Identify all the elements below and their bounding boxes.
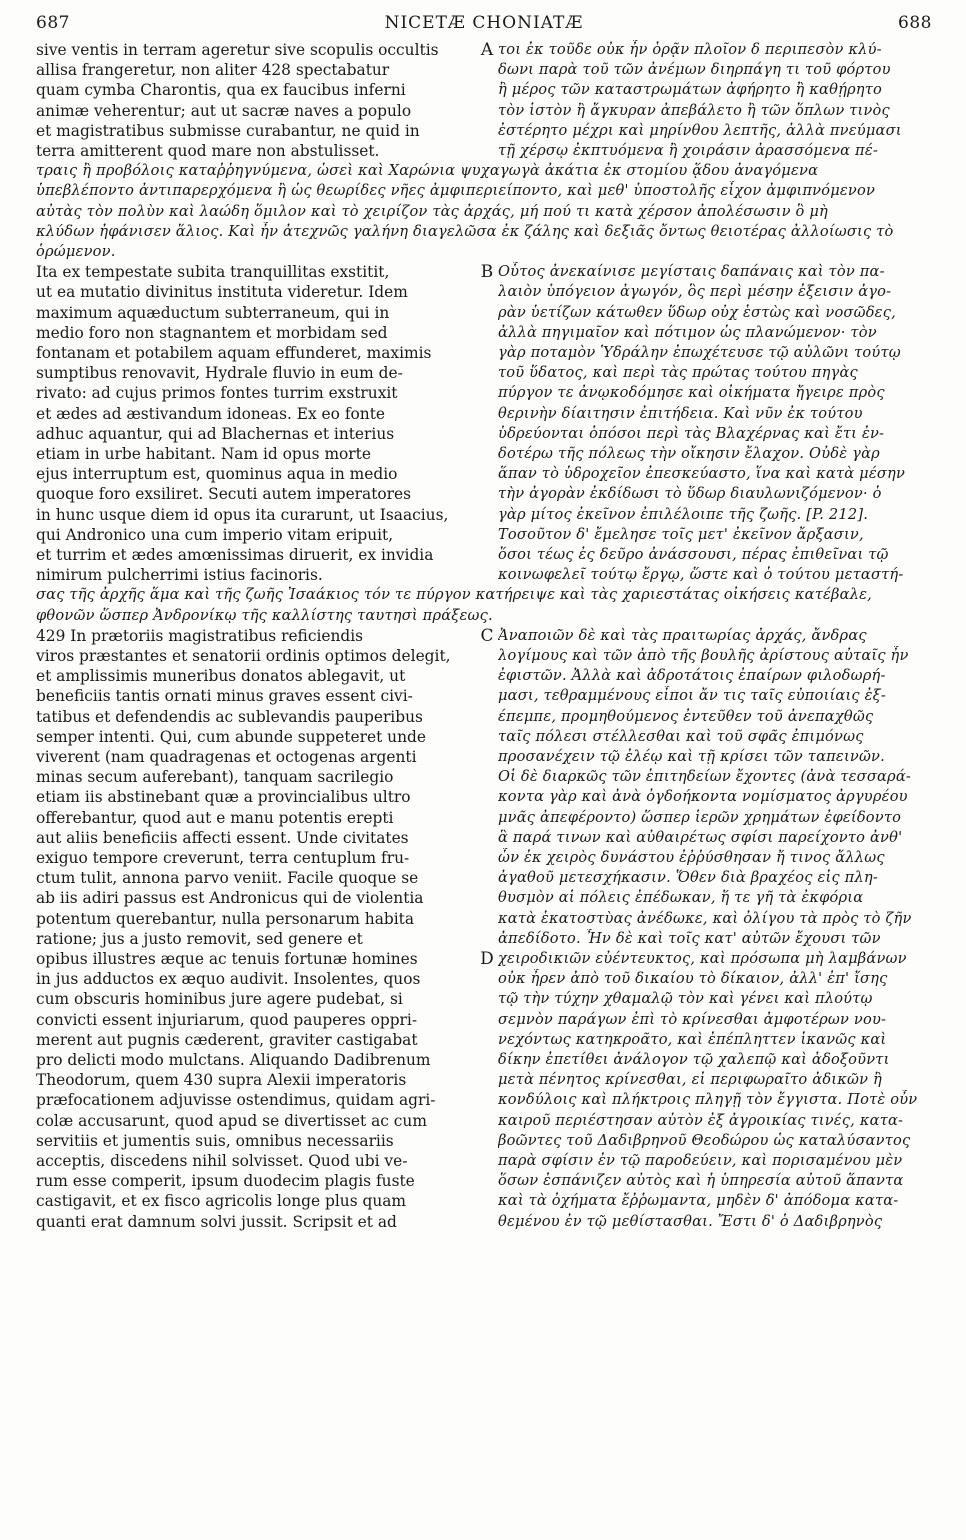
section-marker: B (480, 262, 494, 283)
greek-line: ἃ παρά τινων καὶ αὐθαιρέτως σφίσι παρείχοντο ἀνθ' (498, 828, 903, 846)
greek-line: θυσμὸν αἱ πόλεις ἐπέδωκαν, ἥ τε γῆ τὰ ἐκφόρια (498, 889, 864, 907)
latin-line: beneficiis tantis ornati minus graves essent civi- (36, 687, 413, 706)
greek-line: έπεμπε, προμηθούμενος ἐντεῦθεν τοῦ ἀνεπαχθῶς (498, 707, 874, 725)
greek-line: ἢ μέρος τῶν καταστρωμάτων ἀφήρητο ἢ καθῄρητο (498, 81, 883, 99)
section-marker: D (480, 949, 494, 969)
latin-line: maximum aquæductum subterraneum, qui in (36, 303, 390, 322)
latin-line: potentum querebantur, nulla personarum habita (36, 909, 415, 928)
greek-line: ὅσων ἐσπάνιζεν αὐτὸς καὶ ἡ ὑπηρεσία αὐτοῦ ἅπαντα (498, 1172, 904, 1190)
section-marker: C (480, 625, 494, 646)
latin-line: rivato: ad cujus primos fontes turrim exstruxit (36, 384, 398, 403)
latin-line: offerebantur, quod aut e manu potentis erepti (36, 808, 394, 827)
running-title: NICETÆ CHONIATÆ (384, 13, 584, 33)
latin-line: fontanam et potabilem aquam effunderet, maximis (36, 344, 432, 362)
greek-line: κοινωφελεῖ τούτῳ ἔργῳ, ὥστε καὶ ὁ τούτου μεταστή- (498, 566, 904, 584)
greek-line: ὅσοι τέως ἐς δεῦρο ἀνάσσουσι, πέρας ἐπιθεῖναι τῷ (498, 546, 889, 563)
latin-line: opibus illustres æque ac tenuis fortunæ homines (36, 950, 418, 968)
greek-line: ἀπεδίδοτο. Ἦν δὲ καὶ τοῖς κατ' αὐτῶν ἔχουσι τῶν (498, 929, 881, 947)
greek-line: παρὰ σφίσιν ἐν τῷ παροδεύειν, καὶ πορισαμένου μὲν (498, 1152, 903, 1169)
latin-line: quam cymba Charontis, qua ex faucibus inferni (36, 81, 406, 100)
latin-line: convicti essent injuriarum, quod pauperes oppri- (36, 1010, 418, 1029)
greek-full-line: τραις ἢ προβόλοις καταῤῥηγνύμενα, ὡσεὶ καὶ Χαρώνια ψυχαγωγὰ ἀκάτια ἐκ στομίου ᾅδου ἀναγόμενα (36, 162, 819, 180)
latin-line: in jus adductos ex æquo audivit. Insolentes, quos (36, 970, 421, 989)
latin-line: ut ea mutatio divinitus instituta videretur. Idem (36, 283, 408, 302)
greek-line: Ἀναποιῶν δὲ καὶ τὰς πραιτωρίας ἀρχάς, ἄνδρας (498, 626, 867, 644)
latin-line: Theodorum, quem 430 supra Alexii imperatoris (36, 1071, 407, 1090)
greek-line: τοι ἐκ τοῦδε οὐκ ἦν ὁρᾷν πλοῖον δ περιπεσὸν κλύ- (498, 41, 882, 58)
greek-full-line: σας τῆς ἀρχῆς ἅμα καὶ τῆς ζωῆς Ἰσαάκιος τόν τε πύργον κατήρειψε καὶ τὰς χαριεστάτας οἰκήσεις κατέβαλε, (36, 586, 873, 604)
latin-line: ratione; jus a justo removit, sed genere et (36, 929, 363, 948)
greek-line: πύργον τε ἀνῳκοδόμησε καὶ οἰκήματα ἤγειρε πρὸς (498, 384, 885, 402)
greek-line: τὸν ἱστὸν ἢ ἄγκυραν ἀπεβάλετο ἢ τῶν ὅπλων τινὸς (498, 101, 890, 119)
latin-line: et magistratibus submisse curabantur, ne quid in (36, 121, 420, 140)
greek-line: θεμένου ἐν τῷ μεθίστασθαι. Ἔστι δ' ὁ Δαδιβρηνὸς (498, 1212, 883, 1230)
latin-line: in hunc usque diem id opus ita curarunt, ut Isaacius, (36, 505, 449, 524)
greek-full-line: φθονῶν ὥσπερ Ἀνδρονίκῳ τῆς καλλίστης ταυτησὶ πράξεως. (36, 606, 493, 624)
greek-line: ταῖς πόλεσι στέλλεσθαι καὶ τοῦ σφᾶς ἐπιμόνως (498, 727, 864, 745)
greek-line: νεχόντως κατηκροᾶτο, καὶ ἐπέπληττεν ἱκανῶς καὶ (498, 1030, 887, 1048)
greek-full-line: ὁρώμενον. (36, 243, 116, 260)
latin-line: ctum tulit, annona parvo veniit. Facile quoque se (36, 869, 419, 888)
greek-full-line: αὐτὰς τὸν πολὺν καὶ λαώδη ὅμιλον καὶ τὸ χειρίζον τὰς ἀρχάς, μή πού τι κατὰ χέρσον ἀπολέσωσιν ὃ μὴ (36, 202, 828, 220)
greek-line: ἀλλὰ πηγιμαῖον καὶ πότιμον ὡς πλανώμενον· τὸν (498, 323, 877, 341)
latin-line: nimirum pulcherrimi istius facinoris. (36, 566, 323, 585)
greek-line: ὑδρεύονται ὁπόσοι περὶ τὰς Βλαχέρνας καὶ ἔτι ἐν- (498, 424, 885, 442)
greek-line: δοτέρω τῆς πόλεως τὴν οἴκησιν ἔλαχον. Οὐδὲ γὰρ (498, 445, 880, 462)
greek-line: μασι, τεθραμμένους εἶποι ἄν τις ταῖς εὐποιίαις ἐξ- (498, 687, 887, 705)
greek-line: λογίμους καὶ τῶν ἀπὸ τῆς βουλῆς ἀρίστους αὐταῖς ἦν (498, 647, 909, 664)
greek-line: ρὰν ὑετίζων κάτωθεν ὕδωρ οὐχ ἑστὼς καὶ νοσῶδες, (498, 303, 896, 321)
greek-line: μνᾶς ἀπεφέροντο) ὥσπερ ἱερῶν χρημάτων ἐφείδοντο (498, 808, 902, 826)
greek-line: ἀγαθοῦ μετεσχήκασιν. Ὅθεν διὰ βραχέος εἰς πλη- (498, 869, 878, 887)
latin-line: semper intenti. Qui, cum abunde suppeteret unde (36, 727, 426, 746)
latin-line: viros præstantes et senatorii ordinis optimos delegit, (36, 647, 451, 665)
greek-line: γὰρ ποταμὸν Ὑδράλην ἐπωχέτευσε τῷ αὐλῶνι τούτῳ (498, 344, 901, 361)
greek-line: Οὗτος ἀνεκαίνισε μεγίσταις δαπάναις καὶ τὸν πα- (498, 263, 885, 281)
greek-full-line: ὑπεβλέποντο ἀντιπαρερχόμενα ἢ ὡς θεωρίδες νῆες ἀμφιπεριείποντο, καὶ μεθ' ὑποστολῆς εἶχον ἀμφιπνόμενον (36, 182, 876, 200)
greek-line: ἅπαν τὸ ὑδροχεῖον ἐπεσκεύαστο, ἵνα καὶ κατὰ μέσην (498, 465, 906, 483)
greek-line: ἐστέρητο μέχρι καὶ μηρίνθου λεπτῆς, ἀλλὰ πνεύμασι (498, 121, 902, 139)
latin-line: etiam in urbe habitant. Nam id opus morte (36, 445, 371, 463)
greek-line: κονδύλοις καὶ πλήκτροις πληγῇ τὸν ἔγγιστα. Ποτὲ οὖν (498, 1091, 918, 1109)
latin-line: viverent (nam quadragenas et octogenas argenti (36, 748, 417, 766)
greek-line: γὰρ μίτος ἐκεῖνον ἐπιλέλοιπε τῆς ζωῆς. [P. 212]. (498, 505, 869, 523)
page-number-left: 687 (36, 13, 70, 33)
latin-line: acceptis, discedens nihil solvisset. Quod ubi ve- (36, 1152, 408, 1170)
latin-line: et turrim et ædes amœnissimas diruerit, ex invidia (36, 546, 434, 564)
latin-line: Ita ex tempestate subita tranquillitas exstitit, (36, 263, 390, 282)
greek-line: κατὰ ἑκατοστὺας ἀνέδωκε, καὶ ὀλίγου τὰ πρὸς τὸ ζῆν (498, 909, 912, 927)
running-header (36, 8, 932, 38)
latin-line: castigavit, et ex fisco agricolis longe plus quam (36, 1192, 407, 1211)
latin-line: sive ventis in terram ageretur sive scopulis occultis (36, 41, 439, 59)
greek-line: μετὰ πένητος κρίνεσθαι, εἰ περιφωραῖτο ἀδικῶν ἢ (498, 1071, 882, 1089)
greek-line: σεμνὸν παράγων ἐπὶ τὸ κρίνεσθαι ἀμφοτέρων νου- (498, 1010, 887, 1028)
greek-line: οὐκ ἦρεν ἀπὸ τοῦ δικαίου τὸ δίκαιον, ἀλλ' ἐπ' ἴσης (498, 970, 888, 988)
latin-line: terra amitterent quod mare non abstulisset. (36, 142, 380, 160)
latin-line: et amplissimis muneribus donatos ablegavit, ut (36, 667, 406, 686)
greek-line: κοντα γὰρ καὶ ἀνὰ ὀγδοήκοντα νομίσματος ἀργυρέου (498, 788, 908, 806)
greek-line: βοῶντες τοῦ Δαδιβρηνοῦ Θεοδώρου ὡς καταλύσαντος (498, 1131, 911, 1149)
greek-line: χειροδικιῶν εὐέντευκτος, καὶ πρόσωπα μὴ λαμβάνων (498, 950, 907, 967)
greek-line: Τοσοῦτον δ' ἔμελησε τοῖς μετ' ἐκεῖνον ἄρξασιν, (498, 525, 864, 543)
greek-line: θερινὴν δίαιτησιν ἐπιτήδεια. Καὶ νῦν ἐκ τούτου (498, 404, 863, 422)
latin-line: allisa frangeretur, non aliter 428 spectabatur (36, 61, 390, 80)
latin-line: rum esse comperit, ipsum duodecim plagis fuste (36, 1172, 415, 1191)
greek-line: τῇ χέρσῳ ἐκπτυόμενα ἢ χοιράσιν ἀρασσόμενα πέ- (498, 142, 879, 159)
greek-line: καὶ τὰ ὀχήματα ἔῤῥωμαντα, μηδὲν δ' ἀπόδομα κατα- (498, 1192, 899, 1210)
latin-line: præfocationem adjuvisse ostendimus, quidam agri- (36, 1091, 436, 1110)
greek-line: ἐφιστῶν. Ἀλλὰ καὶ ἀδροτάτοις ἐπαίρων φιλοδωρή- (498, 667, 886, 685)
greek-line: τῷ τὴν τύχην χθαμαλῷ τὸν καὶ γένει καὶ πλούτῳ (498, 990, 873, 1008)
latin-line: exiguo tempore creverunt, terra centuplum fru- (36, 849, 410, 867)
greek-line: Οἱ δὲ διαρκῶς τῶν ἐπιτηδείων ἔχοντες (ἀνὰ τεσσαρά- (498, 768, 912, 786)
latin-line: colæ accusarunt, quod apud se divertisset ac cum (36, 1111, 427, 1130)
greek-line: τὴν ἀγορὰν ἐκδίδωσι τὸ ὕδωρ διαυλωνιζόμενον· ὁ (498, 485, 882, 503)
greek-line: καιροῦ περιέστησαν αὐτὸν ἐξ ἀγροικίας τινές, κατα- (498, 1111, 904, 1129)
latin-line: pro delicti modo mulctans. Aliquando Dadibrenum (36, 1051, 431, 1069)
greek-line: λαιὸν ὑπόγειον ἀγωγόν, ὃς περὶ μέσην ἐξεισιν ἀγο- (498, 283, 892, 301)
latin-line: medio foro non stagnantem et morbidam sed (36, 323, 388, 342)
latin-line: minas secum auferebant), tanquam sacrilegio (36, 768, 394, 787)
latin-line: quoque foro exsiliret. Secuti autem imperatores (36, 485, 412, 504)
greek-line: τοῦ ὕδατος, καὶ περὶ τὰς πρώτας τούτου πηγὰς (498, 364, 858, 382)
latin-line: cum obscuris hominibus jure agere pudebat, si (36, 990, 403, 1009)
latin-line: sumptibus renovavit, Hydrale fluvio in eum de- (36, 364, 403, 383)
latin-line: quanti erat damnum solvi jussit. Scripsit et ad (36, 1212, 397, 1231)
latin-line: ejus interruptum est, quominus aqua in medio (36, 465, 398, 484)
latin-line: 429 In prætoriis magistratibus reficiendis (36, 626, 364, 645)
latin-line: servitiis et jumentis suis, omnibus necessariis (36, 1131, 394, 1150)
section-marker: A (480, 40, 494, 60)
latin-line: merent aut pugnis cæderent, graviter castigabat (36, 1030, 418, 1049)
latin-line: ab iis adiri passus est Andronicus qui de violentia (36, 889, 424, 908)
latin-line: aut aliis beneficiis affecti essent. Unde civitates (36, 828, 409, 847)
page-number-right: 688 (898, 13, 932, 33)
greek-line: δωνι παρὰ τοῦ τῶν ἀνέμων διηρπάγη τι τοῦ φόρτου (498, 61, 891, 79)
greek-full-line: κλύδων ἠφάνισεν ἅλιος. Καὶ ἦν ἀτεχνῶς γαλήνη διαγελῶσα ἐκ ζάλης καὶ δεξιᾶς ὄντως θειοτέρας ἀλλοίωσις τὸ (36, 222, 894, 240)
latin-line: etiam iis abstinebant quæ a provincialibus ultro (36, 788, 411, 807)
latin-line: adhuc aquantur, qui ad Blachernas et interius (36, 424, 395, 443)
latin-line: et ædes ad æstivandum idoneas. Ex eo fonte (36, 404, 385, 423)
greek-line: δίκην ἐπετίθει ἀνάλογον τῷ χαλεπῷ καὶ ἀδοξοῦντι (498, 1051, 890, 1068)
greek-line: ὧν ἐκ χειρὸς δυνάστου ἐῤῥύσθησαν ἤ τινος ἄλλως (498, 849, 885, 866)
latin-line: tatibus et defendendis ac sublevandis pauperibus (36, 707, 423, 726)
greek-line: προσανέχειν τῷ ἐλέῳ καὶ τῇ κρίσει τῶν ταπεινῶν. (498, 748, 885, 765)
latin-line: qui Andronico una cum imperio vitam eripuit, (36, 525, 394, 544)
latin-line: animæ veherentur; aut ut sacræ naves a populo (36, 101, 412, 120)
